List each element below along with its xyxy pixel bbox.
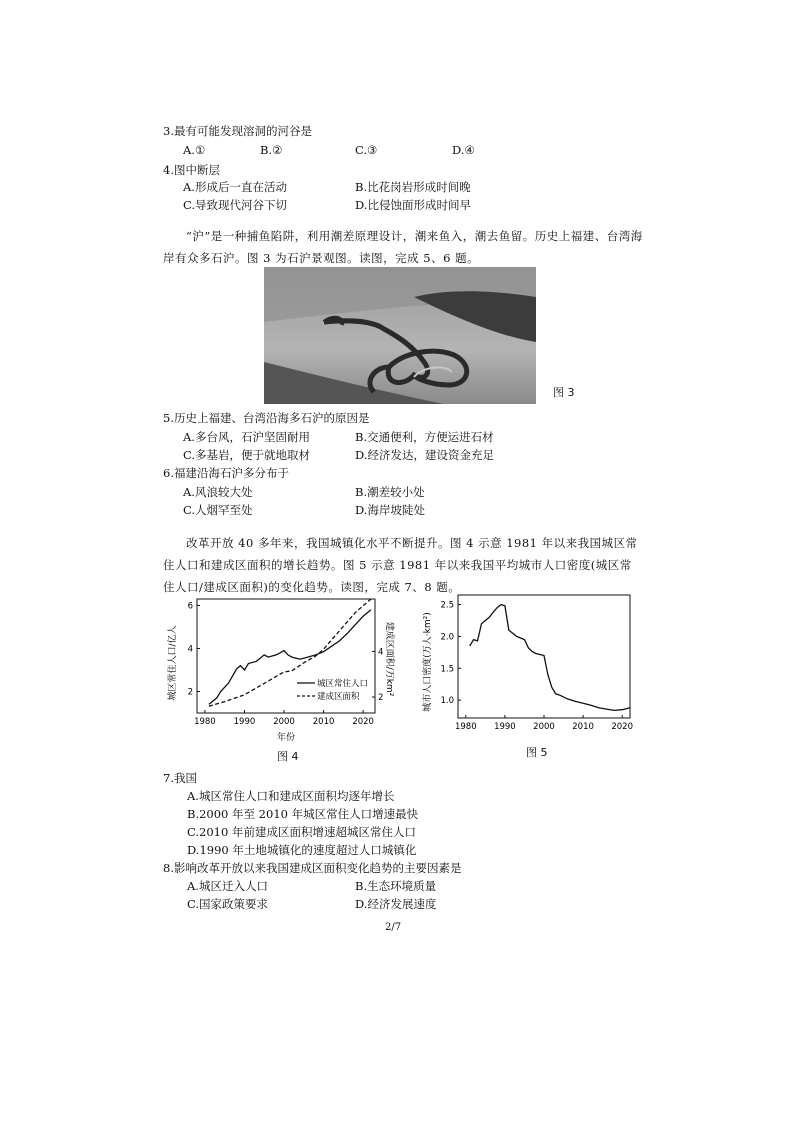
q3-stem: 3.最有可能发现溶洞的河谷是 xyxy=(163,124,312,138)
fig4-y-left-tick-label: 2 xyxy=(187,687,193,698)
fig4-x-tick-label: 1980 xyxy=(194,717,216,727)
q5-option-d: D.经济发达，建设资金充足 xyxy=(355,448,494,462)
fig5-x-tick-label: 2010 xyxy=(572,722,594,732)
fig5-density-line xyxy=(470,605,630,711)
fig4-y-right-tick-label: 2 xyxy=(378,693,384,704)
q4-option-a: A.形成后一直在活动 xyxy=(183,180,287,194)
q8-option-c: C.国家政策要求 xyxy=(187,897,269,911)
fig4-x-tick-label: 2020 xyxy=(352,717,374,727)
q8-stem: 8.影响改革开放以来我国建成区面积变化趋势的主要因素是 xyxy=(163,861,462,875)
fig4-ylabel-left: 城区常住人口/亿人 xyxy=(168,625,178,701)
q6-option-c: C.人烟罕至处 xyxy=(183,503,253,517)
q6-option-d: D.海岸坡陡处 xyxy=(355,503,425,517)
fig4-area-line xyxy=(209,599,371,706)
q4-option-b: B.比花岗岩形成时间晚 xyxy=(355,180,471,194)
fig3-caption: 图 3 xyxy=(553,386,575,399)
fig4-caption: 图 4 xyxy=(277,750,299,763)
fig4-y-right-tick-label: 4 xyxy=(378,647,384,658)
legend-population: 城区常住人口 xyxy=(317,679,369,689)
q5-option-b: B.交通便利，方便运进石材 xyxy=(355,430,494,444)
q7-option-d: D.1990 年土地城镇化的速度超过人口城镇化 xyxy=(187,843,417,857)
q5-stem: 5.历史上福建、台湾沿海多石沪的原因是 xyxy=(163,411,370,425)
fig4-x-tick-label: 2010 xyxy=(312,717,335,727)
q3-option-b: B.② xyxy=(260,143,283,157)
passage-stone-weir: “沪”是一种捕鱼陷阱，利用潮差原理设计，潮来鱼入，潮去鱼留。历史上福建、台湾海岸有众多石沪。图 3 为石沪景观图。读图，完成 5、6 题。 xyxy=(163,229,643,265)
q3-option-c: C.③ xyxy=(355,143,378,157)
fig5-x-tick-label: 1990 xyxy=(494,722,516,732)
q5-option-c: C.多基岩，便于就地取材 xyxy=(183,448,311,462)
fig4-x-tick-label: 1990 xyxy=(233,717,256,727)
q4-option-c: C.导致现代河谷下切 xyxy=(183,198,288,212)
fig5-y-tick-label: 1.0 xyxy=(440,696,454,707)
q8-option-d: D.经济发展速度 xyxy=(355,897,437,911)
fig5-x-tick-label: 2000 xyxy=(533,722,555,732)
fig5-caption: 图 5 xyxy=(526,746,548,759)
q6-stem: 6.福建沿海石沪多分布于 xyxy=(163,466,289,480)
q7-stem: 7.我国 xyxy=(163,771,197,785)
q4-stem: 4.图中断层 xyxy=(163,163,220,177)
q5-option-a: A.多台风，石沪坚固耐用 xyxy=(183,430,310,444)
figure-4-chart xyxy=(165,595,395,745)
fig4-ylabel-right: 建成区面积/万km² xyxy=(384,621,394,697)
passage-urbanization: 改革开放 40 多年来，我国城镇化水平不断提升。图 4 示意 1981 年以来我国城区常住人口和建成区面积的增长趋势。图 5 示意 1981 年以来我国平均城市人口密度(城区常住人口/建成区面积)的变化趋势。读图，完成 7、8 题。 xyxy=(163,536,638,594)
fig5-ylabel: 城市人口密度(万人·km²) xyxy=(423,612,433,712)
fig5-y-tick-label: 2.5 xyxy=(440,600,454,611)
fig4-y-left-tick-label: 4 xyxy=(187,644,193,655)
q7-option-b: B.2000 年至 2010 年城区常住人口增速最快 xyxy=(187,807,419,821)
q8-option-b: B.生态环境质量 xyxy=(355,879,437,893)
fig4-x-tick-label: 2000 xyxy=(273,717,295,727)
q3-option-d: D.④ xyxy=(452,143,475,157)
fig4-xlabel: 年份 xyxy=(276,733,296,743)
fig5-y-tick-label: 2.0 xyxy=(440,632,454,643)
fig5-x-tick-label: 1980 xyxy=(454,722,477,732)
fig5-x-tick-label: 2020 xyxy=(611,722,634,732)
q3-option-a: A.① xyxy=(183,143,206,157)
fig4-population-line xyxy=(209,610,371,705)
q7-option-c: C.2010 年前建成区面积增速超城区常住人口 xyxy=(187,825,416,839)
q7-option-a: A.城区常住人口和建成区面积均逐年增长 xyxy=(187,789,395,803)
figure-5-chart xyxy=(418,590,638,740)
fig4-legend xyxy=(297,678,368,702)
q8-option-a: A.城区迁入人口 xyxy=(187,879,268,893)
q6-option-b: B.潮差较小处 xyxy=(355,485,425,499)
q6-option-a: A.风浪较大处 xyxy=(183,485,253,499)
legend-area: 建成区面积 xyxy=(317,692,360,702)
page-number: 2/7 xyxy=(385,922,402,933)
fig4-y-left-tick-label: 6 xyxy=(187,601,193,612)
stone-weir-photo xyxy=(264,267,536,404)
q4-option-d: D.比侵蚀面形成时间早 xyxy=(355,198,471,212)
fig5-y-tick-label: 1.5 xyxy=(440,664,454,675)
